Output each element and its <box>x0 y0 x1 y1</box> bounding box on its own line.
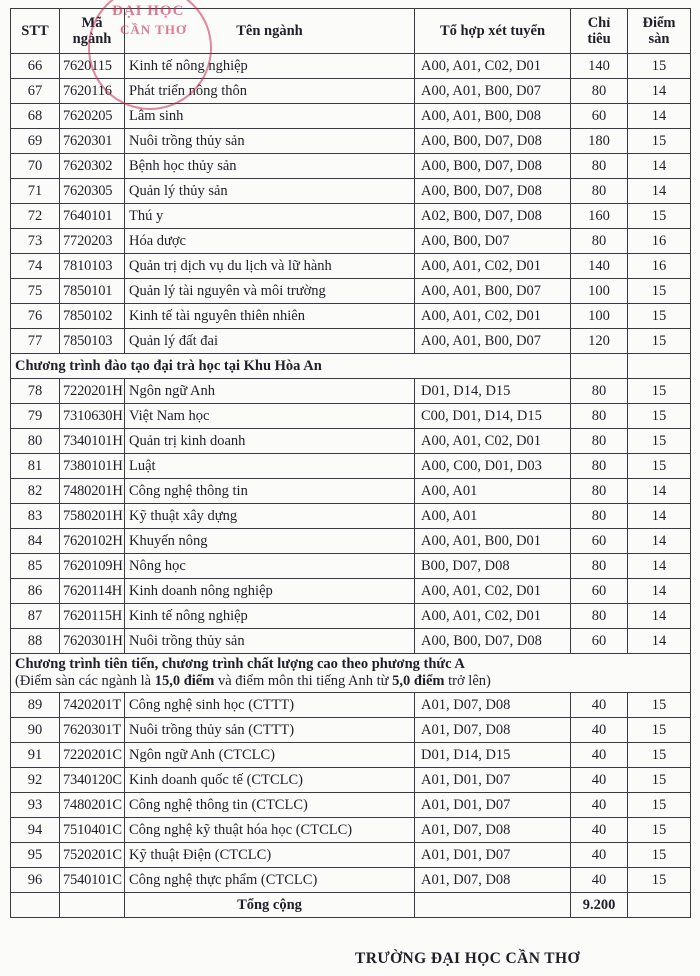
row-code: 7340101H <box>60 429 125 454</box>
row-name: Công nghệ kỹ thuật hóa học (CTCLC) <box>125 818 415 843</box>
row-score: 14 <box>628 554 691 579</box>
row-score: 14 <box>628 529 691 554</box>
row-stt: 91 <box>11 743 60 768</box>
table-row <box>11 304 691 329</box>
row-name: Khuyến nông <box>125 529 415 554</box>
row-name: Hóa dược <box>125 229 415 254</box>
row-quota: 40 <box>571 693 628 718</box>
row-code: 7620205 <box>60 104 125 129</box>
header-stt: STT <box>11 9 60 54</box>
table-row <box>11 629 691 654</box>
table-row <box>11 204 691 229</box>
row-name: Kinh tế nông nghiệp <box>125 54 415 79</box>
row-stt: 82 <box>11 479 60 504</box>
row-name: Phát triển nông thôn <box>125 79 415 104</box>
row-name: Quản trị kinh doanh <box>125 429 415 454</box>
row-combo: A02, B00, D07, D08 <box>415 204 571 229</box>
row-stt: 81 <box>11 454 60 479</box>
row-code: 7850102 <box>60 304 125 329</box>
row-name: Nông học <box>125 554 415 579</box>
row-combo: A01, D07, D08 <box>415 693 571 718</box>
row-name: Công nghệ thông tin (CTCLC) <box>125 793 415 818</box>
row-score: 15 <box>628 54 691 79</box>
row-score: 15 <box>628 304 691 329</box>
row-score: 15 <box>628 743 691 768</box>
row-score: 15 <box>628 129 691 154</box>
row-stt: 87 <box>11 604 60 629</box>
row-score: 14 <box>628 479 691 504</box>
header-combo: Tổ hợp xét tuyển <box>415 9 571 54</box>
table-header-row <box>11 9 691 54</box>
row-code: 7620114H <box>60 579 125 604</box>
row-quota: 60 <box>571 629 628 654</box>
row-score: 14 <box>628 154 691 179</box>
table-row <box>11 793 691 818</box>
table-row <box>11 554 691 579</box>
row-stt: 80 <box>11 429 60 454</box>
row-code: 7620115 <box>60 54 125 79</box>
table-row <box>11 404 691 429</box>
row-stt: 72 <box>11 204 60 229</box>
row-name: Nuôi trồng thủy sản <box>125 129 415 154</box>
row-stt: 85 <box>11 554 60 579</box>
row-combo: A00, B00, D07, D08 <box>415 129 571 154</box>
total-value: 9.200 <box>571 893 628 918</box>
row-combo: A00, A01, B00, D08 <box>415 104 571 129</box>
table-row <box>11 693 691 718</box>
row-quota: 80 <box>571 554 628 579</box>
row-stt: 74 <box>11 254 60 279</box>
row-code: 7850103 <box>60 329 125 354</box>
row-quota: 40 <box>571 818 628 843</box>
row-code: 7520201C <box>60 843 125 868</box>
row-quota: 80 <box>571 229 628 254</box>
row-score: 15 <box>628 843 691 868</box>
row-score: 15 <box>628 379 691 404</box>
row-quota: 80 <box>571 379 628 404</box>
row-quota: 40 <box>571 768 628 793</box>
row-stt: 76 <box>11 304 60 329</box>
row-name: Ngôn ngữ Anh (CTCLC) <box>125 743 415 768</box>
table-row <box>11 129 691 154</box>
row-combo: C00, D01, D14, D15 <box>415 404 571 429</box>
row-code: 7620109H <box>60 554 125 579</box>
row-combo: A00, A01 <box>415 504 571 529</box>
row-stt: 90 <box>11 718 60 743</box>
row-score: 15 <box>628 693 691 718</box>
table-row <box>11 843 691 868</box>
row-code: 7620116 <box>60 79 125 104</box>
row-stt: 96 <box>11 868 60 893</box>
row-stt: 93 <box>11 793 60 818</box>
row-quota: 160 <box>571 204 628 229</box>
row-quota: 40 <box>571 868 628 893</box>
row-name: Kinh tế tài nguyên thiên nhiên <box>125 304 415 329</box>
row-code: 7620301 <box>60 129 125 154</box>
row-name: Luật <box>125 454 415 479</box>
row-quota: 180 <box>571 129 628 154</box>
row-combo: A00, A01, C02, D01 <box>415 579 571 604</box>
row-stt: 78 <box>11 379 60 404</box>
row-code: 7620301T <box>60 718 125 743</box>
row-code: 7310630H <box>60 404 125 429</box>
row-quota: 60 <box>571 104 628 129</box>
row-name: Quản lý thủy sản <box>125 179 415 204</box>
row-quota: 80 <box>571 604 628 629</box>
row-combo: A00, B00, D07, D08 <box>415 179 571 204</box>
row-code: 7510401C <box>60 818 125 843</box>
table-row <box>11 579 691 604</box>
table-row <box>11 179 691 204</box>
row-combo: A00, A01, B00, D01 <box>415 529 571 554</box>
seal-text: CẦN THƠ <box>120 22 188 37</box>
row-combo: A01, D01, D07 <box>415 843 571 868</box>
table-row <box>11 154 691 179</box>
row-name: Kỹ thuật xây dựng <box>125 504 415 529</box>
row-score: 15 <box>628 404 691 429</box>
row-name: Kinh tế nông nghiệp <box>125 604 415 629</box>
row-quota: 80 <box>571 454 628 479</box>
row-code: 7620102H <box>60 529 125 554</box>
total-row <box>11 893 691 918</box>
table-row <box>11 768 691 793</box>
row-score: 15 <box>628 768 691 793</box>
header-name: Tên ngành <box>125 9 415 54</box>
section-note: (Điểm sàn các ngành là 15,0 điểm và điểm môn thi tiếng Anh từ 5,0 điểm trở lên) <box>15 673 491 689</box>
row-combo: B00, D07, D08 <box>415 554 571 579</box>
table-row <box>11 379 691 404</box>
row-quota: 80 <box>571 429 628 454</box>
row-quota: 100 <box>571 279 628 304</box>
row-stt: 73 <box>11 229 60 254</box>
row-name: Nuôi trồng thủy sản <box>125 629 415 654</box>
row-name: Lâm sinh <box>125 104 415 129</box>
row-stt: 83 <box>11 504 60 529</box>
row-code: 7620302 <box>60 154 125 179</box>
row-score: 16 <box>628 229 691 254</box>
row-combo: A00, A01 <box>415 479 571 504</box>
row-code: 7220201C <box>60 743 125 768</box>
row-name: Kỹ thuật Điện (CTCLC) <box>125 843 415 868</box>
row-stt: 70 <box>11 154 60 179</box>
row-name: Bệnh học thủy sản <box>125 154 415 179</box>
row-score: 14 <box>628 179 691 204</box>
section-title: Chương trình tiên tiến, chương trình chất lượng cao theo phương thức A (Điểm sàn các ngành là 15,0 điểm và điểm môn thi tiếng Anh từ 5,0 điểm trở lên) <box>11 654 691 693</box>
row-stt: 75 <box>11 279 60 304</box>
row-name: Quản trị dịch vụ du lịch và lữ hành <box>125 254 415 279</box>
row-quota: 80 <box>571 79 628 104</box>
row-stt: 94 <box>11 818 60 843</box>
row-code: 7620305 <box>60 179 125 204</box>
admission-table <box>10 8 691 918</box>
row-stt: 79 <box>11 404 60 429</box>
table-group-b <box>11 379 691 654</box>
row-combo: A00, A01, C02, D01 <box>415 254 571 279</box>
table-row <box>11 868 691 893</box>
row-code: 7850101 <box>60 279 125 304</box>
row-combo: A01, D01, D07 <box>415 793 571 818</box>
footer-signature: TRƯỜNG ĐẠI HỌC CẦN THƠ <box>355 950 580 967</box>
row-code: 7380101H <box>60 454 125 479</box>
row-name: Nuôi trồng thủy sản (CTTT) <box>125 718 415 743</box>
row-combo: A01, D07, D08 <box>415 818 571 843</box>
table-row <box>11 479 691 504</box>
row-stt: 84 <box>11 529 60 554</box>
row-quota: 100 <box>571 304 628 329</box>
row-quota: 120 <box>571 329 628 354</box>
row-name: Kinh doanh nông nghiệp <box>125 579 415 604</box>
row-name: Công nghệ thực phẩm (CTCLC) <box>125 868 415 893</box>
row-code: 7480201H <box>60 479 125 504</box>
row-name: Thú y <box>125 204 415 229</box>
row-stt: 77 <box>11 329 60 354</box>
row-name: Công nghệ thông tin <box>125 479 415 504</box>
row-name: Ngôn ngữ Anh <box>125 379 415 404</box>
row-combo: A01, D07, D08 <box>415 718 571 743</box>
row-quota: 140 <box>571 54 628 79</box>
row-code: 7620301H <box>60 629 125 654</box>
row-quota: 40 <box>571 843 628 868</box>
row-code: 7620115H <box>60 604 125 629</box>
row-code: 7540101C <box>60 868 125 893</box>
table-row <box>11 454 691 479</box>
row-combo: A00, A01, B00, D07 <box>415 329 571 354</box>
row-combo: A00, A01, C02, D01 <box>415 304 571 329</box>
row-score: 14 <box>628 104 691 129</box>
row-name: Quản lý đất đai <box>125 329 415 354</box>
row-score: 15 <box>628 329 691 354</box>
row-score: 15 <box>628 868 691 893</box>
table-row <box>11 529 691 554</box>
table-row <box>11 743 691 768</box>
header-quota: Chỉ tiêu <box>571 9 628 54</box>
row-combo: A00, A01, C02, D01 <box>415 604 571 629</box>
header-code: Mã ngành <box>60 9 125 54</box>
row-score: 15 <box>628 718 691 743</box>
row-score: 14 <box>628 604 691 629</box>
row-combo: A00, B00, D07, D08 <box>415 629 571 654</box>
section-row <box>11 654 691 693</box>
row-score: 15 <box>628 818 691 843</box>
row-combo: D01, D14, D15 <box>415 743 571 768</box>
row-quota: 40 <box>571 743 628 768</box>
row-code: 7810103 <box>60 254 125 279</box>
row-code: 7340120C <box>60 768 125 793</box>
row-stt: 71 <box>11 179 60 204</box>
table-section-c <box>11 654 691 693</box>
total-label: Tổng cộng <box>125 893 415 918</box>
row-stt: 68 <box>11 104 60 129</box>
row-quota: 80 <box>571 154 628 179</box>
section-row <box>11 354 691 379</box>
row-score: 15 <box>628 793 691 818</box>
table-row <box>11 54 691 79</box>
row-quota: 60 <box>571 529 628 554</box>
row-quota: 140 <box>571 254 628 279</box>
row-quota: 80 <box>571 479 628 504</box>
row-score: 15 <box>628 429 691 454</box>
table-row <box>11 429 691 454</box>
row-combo: A00, C00, D01, D03 <box>415 454 571 479</box>
row-code: 7220201H <box>60 379 125 404</box>
seal-text: ĐẠI HỌC <box>112 3 185 19</box>
row-stt: 88 <box>11 629 60 654</box>
row-combo: A00, A01, C02, D01 <box>415 429 571 454</box>
row-name: Công nghệ sinh học (CTTT) <box>125 693 415 718</box>
row-combo: A00, A01, B00, D07 <box>415 79 571 104</box>
table-group-c <box>11 693 691 893</box>
row-combo: A00, A01, C02, D01 <box>415 54 571 79</box>
row-combo: A01, D07, D08 <box>415 868 571 893</box>
row-name: Việt Nam học <box>125 404 415 429</box>
row-stt: 66 <box>11 54 60 79</box>
table-section-b <box>11 354 691 379</box>
row-stt: 67 <box>11 79 60 104</box>
row-combo: A00, B00, D07 <box>415 229 571 254</box>
section-title: Chương trình đào tạo đại trà học tại Khu Hòa An <box>11 354 571 379</box>
table-row <box>11 329 691 354</box>
row-score: 14 <box>628 629 691 654</box>
table-row <box>11 504 691 529</box>
row-combo: A00, A01, B00, D07 <box>415 279 571 304</box>
table-row <box>11 254 691 279</box>
row-score: 15 <box>628 204 691 229</box>
table-group-a <box>11 54 691 354</box>
row-quota: 60 <box>571 579 628 604</box>
table-row <box>11 818 691 843</box>
header-score: Điểm sàn <box>628 9 691 54</box>
row-combo: A00, B00, D07, D08 <box>415 154 571 179</box>
table-row <box>11 79 691 104</box>
row-quota: 80 <box>571 404 628 429</box>
row-score: 15 <box>628 279 691 304</box>
row-name: Kinh doanh quốc tế (CTCLC) <box>125 768 415 793</box>
table-row <box>11 718 691 743</box>
row-code: 7420201T <box>60 693 125 718</box>
row-code: 7640101 <box>60 204 125 229</box>
row-score: 14 <box>628 579 691 604</box>
row-combo: D01, D14, D15 <box>415 379 571 404</box>
row-code: 7720203 <box>60 229 125 254</box>
table-row <box>11 229 691 254</box>
row-code: 7480201C <box>60 793 125 818</box>
table-row <box>11 104 691 129</box>
row-stt: 69 <box>11 129 60 154</box>
row-score: 16 <box>628 254 691 279</box>
row-quota: 80 <box>571 179 628 204</box>
row-score: 15 <box>628 454 691 479</box>
row-combo: A01, D01, D07 <box>415 768 571 793</box>
row-quota: 40 <box>571 793 628 818</box>
table-row <box>11 279 691 304</box>
row-code: 7580201H <box>60 504 125 529</box>
row-stt: 92 <box>11 768 60 793</box>
row-stt: 95 <box>11 843 60 868</box>
row-score: 14 <box>628 79 691 104</box>
row-score: 14 <box>628 504 691 529</box>
row-stt: 86 <box>11 579 60 604</box>
row-quota: 40 <box>571 718 628 743</box>
table-row <box>11 604 691 629</box>
row-quota: 80 <box>571 504 628 529</box>
row-name: Quản lý tài nguyên và môi trường <box>125 279 415 304</box>
row-stt: 89 <box>11 693 60 718</box>
